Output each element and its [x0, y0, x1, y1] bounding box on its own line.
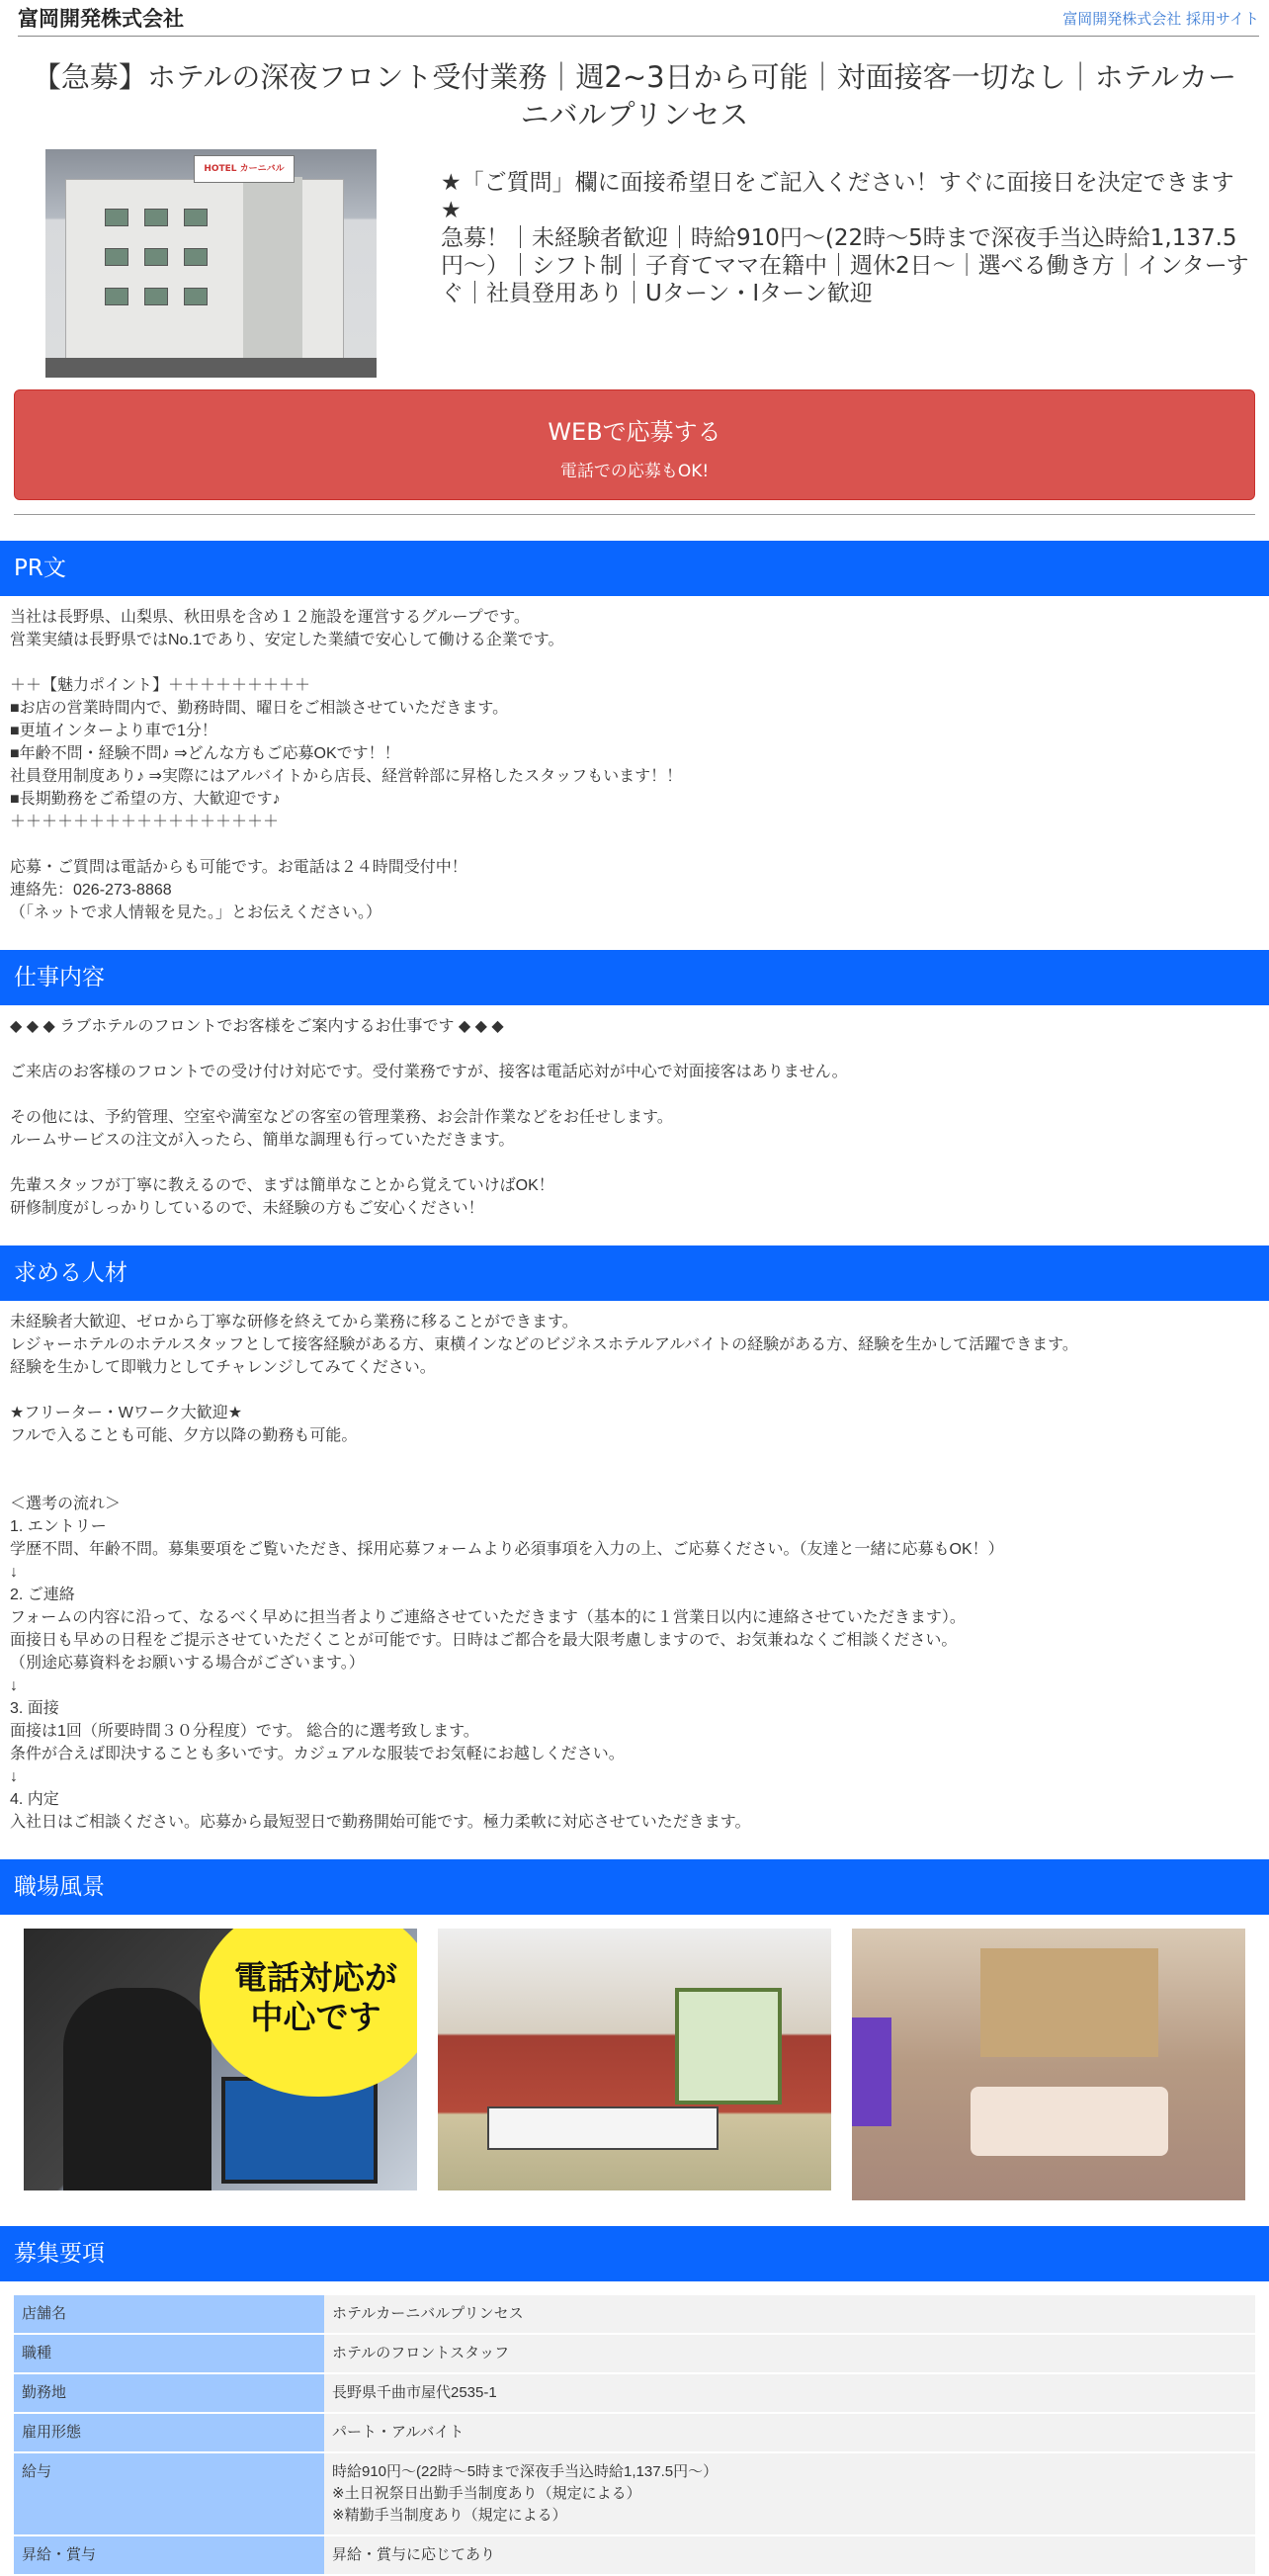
- row-value: ホテルカーニバルプリンセス: [324, 2295, 1255, 2333]
- section-heading-person: 求める人材: [0, 1245, 1269, 1301]
- shoji-window-shape: [675, 1988, 782, 2104]
- row-key: 雇用形態: [14, 2414, 324, 2451]
- table-row: [14, 2295, 1255, 2333]
- window-shape: [184, 248, 208, 266]
- hotel-building-photo: [45, 149, 377, 378]
- row-value: パート・アルバイト: [324, 2414, 1255, 2451]
- section-body-work: ◆ ◆ ◆ ラブホテルのフロントでお客様をご案内するお仕事です ◆ ◆ ◆ ご来店のお客様のフロントでの受け付け対応です。受付業務ですが、接客は電話応対が中心で対面接客はありません。 その他には、予約管理、空室や満室などの客室の管理業務、お会計作業などをお任せします。 ルームサービスの注文が入ったら、簡単な調理も行っていただきます。 先輩スタッフが丁寧に教えるので、まずは簡単なことから覚えていけばOK！ 研修制度がしっかりしているので、未経験の方もご安心ください！: [10, 1018, 848, 1217]
- staff-figure: [63, 1988, 212, 2190]
- window-shape: [184, 288, 208, 305]
- requirements-table: [14, 2293, 1255, 2576]
- interview-notice: ★「ご質問」欄に面接希望日をご記入ください！すぐに面接日を決定できます★: [441, 170, 1234, 223]
- section-heading-scenery: 職場風景: [0, 1859, 1269, 1915]
- window-shape: [144, 288, 168, 305]
- window-shape: [105, 248, 128, 266]
- futon-shape: [487, 2106, 719, 2150]
- window-shape: [144, 209, 168, 226]
- apply-button-label: WEBで応募する: [548, 418, 721, 446]
- row-value: 時給910円～(22時～5時まで深夜手当込時給1,137.5円〜） ※土日祝祭日出勤手当制度あり（規定による） ※精勤手当制度あり（規定による）: [324, 2453, 1255, 2534]
- row-value: ホテルのフロントスタッフ: [324, 2335, 1255, 2372]
- table-row: [14, 2414, 1255, 2451]
- window-shape: [144, 248, 168, 266]
- hotel-sign: HOTEL カーニバル: [194, 155, 295, 183]
- table-row: [14, 2374, 1255, 2412]
- site-header: [18, 0, 1259, 37]
- row-key: 職種: [14, 2335, 324, 2372]
- ground-shape: [45, 358, 377, 378]
- building-side-shape: [243, 177, 302, 370]
- company-logo: 富岡開発株式会社: [18, 7, 184, 31]
- table-row: [14, 2536, 1255, 2574]
- hero: [45, 149, 1249, 378]
- window-shape: [184, 209, 208, 226]
- section-heading-requirements: 募集要項: [0, 2226, 1269, 2281]
- apply-button-sublabel: 電話での応募もOK!: [559, 462, 710, 481]
- section-body-pr: 当社は長野県、山梨県、秋田県を含め１２施設を運営するグループです。 営業実績は長野県ではNo.1であり、安定した業績で安心して働ける企業です。 ＋＋【魅力ポイント】＋＋＋＋＋＋＋＋＋ ■お店の営業時間内で、勤務時間、曜日をご相談させていただきます。 ■更埴インターより車で1分！ ■年齢不問・経験不問♪ ⇒どんな方もご応募OKです！！ 社員登用制度あり♪ ⇒実際にはアルバイトから店長、経営幹部に昇格したスタッフもいます！！ ■長期勤務をご希望の方、大歓迎です♪ ＋＋＋＋＋＋＋＋＋＋＋＋＋＋＋＋＋ 応募・ご質問は電話からも可能です。お電話は２４時間受付中！ 連絡先：026-273-8868 （「ネットで求人情報を見た。」とお伝えください。）: [10, 609, 683, 921]
- section-body-person: 未経験者大歓迎、ゼロから丁寧な研修を終えてから業務に移ることができます。 レジャーホテルのホテルスタッフとして接客経験がある方、東横インなどのビジネスホテルアルバイトの経験がある方、経験を生かして活躍できます。 経験を生かして即戦力としてチャレンジしてみてください。 ★フリーター・Wワーク大歓迎★ フルで入ることも可能、夕方以降の勤務も可能。 ＜選考の流れ＞ 1. エントリー 学歴不問、年齢不問。募集要項をご覧いただき、採用応募フォームより必須事項を入力の上、ご応募ください。（友達と一緒に応募もOK！） ↓ 2. ご連絡 フォームの内容に沿って、なるべく早めに担当者よりご連絡させていただきます（基本的に１営業日以内に連絡させていただきます）。 面接日も早めの日程をご提示させていただくことが可能です。日時はご都合を最大限考慮しますので、お気兼ねなくご相談ください。 （別途応募資料をお願いする場合がございます。） ↓ 3. 面接 面接は1回（所要時間３０分程度）です。 総合的に選考致します。 条件が合えば即決することも多いです。カジュアルな服装でお気軽にお越しください。 ↓ 4. 内定 入社日はご相談ください。応募から最短翌日で勤務開始可能です。極力柔軟に対応させていただきます。: [10, 1314, 1078, 1831]
- row-key: 店舗名: [14, 2295, 324, 2333]
- curtain-shape: [980, 1948, 1158, 2057]
- job-title: 【急募】ホテルの深夜フロント受付業務｜週2~3日から可能｜対面接客一切なし｜ホテルカーニバルプリンセス: [32, 60, 1237, 131]
- window-shape: [105, 288, 128, 305]
- photo-western-room: [852, 1929, 1245, 2200]
- tv-shape: [852, 2018, 891, 2126]
- window-shape: [105, 209, 128, 226]
- web-apply-button[interactable]: [14, 389, 1255, 500]
- photo-phone-desk: [24, 1929, 417, 2190]
- table-row: [14, 2335, 1255, 2372]
- workplace-photos: [24, 1929, 1245, 2200]
- row-value: 昇給・賞与に応じてあり: [324, 2536, 1255, 2574]
- recruit-site-link[interactable]: 富岡開発株式会社 採用サイト: [1062, 9, 1259, 28]
- bubble-text: 電話対応が 中心です: [234, 1958, 397, 2036]
- section-heading-pr: PR文: [0, 541, 1269, 596]
- row-key: 昇給・賞与: [14, 2536, 324, 2574]
- divider: [14, 514, 1255, 515]
- row-key: 給与: [14, 2453, 324, 2534]
- job-highlights: 急募！｜未経験者歓迎｜時給910円～(22時～5時まで深夜手当込時給1,137.5円～）｜シフト制｜子育てママ在籍中｜週休2日～｜選べる働き方｜インターすぐ｜社員登用あり｜Uターン・Iターン歓迎: [441, 225, 1249, 306]
- section-heading-work: 仕事内容: [0, 950, 1269, 1005]
- row-key: 勤務地: [14, 2374, 324, 2412]
- table-row: [14, 2453, 1255, 2534]
- row-value: 長野県千曲市屋代2535-1: [324, 2374, 1255, 2412]
- photo-japanese-room: [438, 1929, 831, 2190]
- bed-shape: [971, 2087, 1168, 2156]
- hero-text: [441, 169, 1249, 378]
